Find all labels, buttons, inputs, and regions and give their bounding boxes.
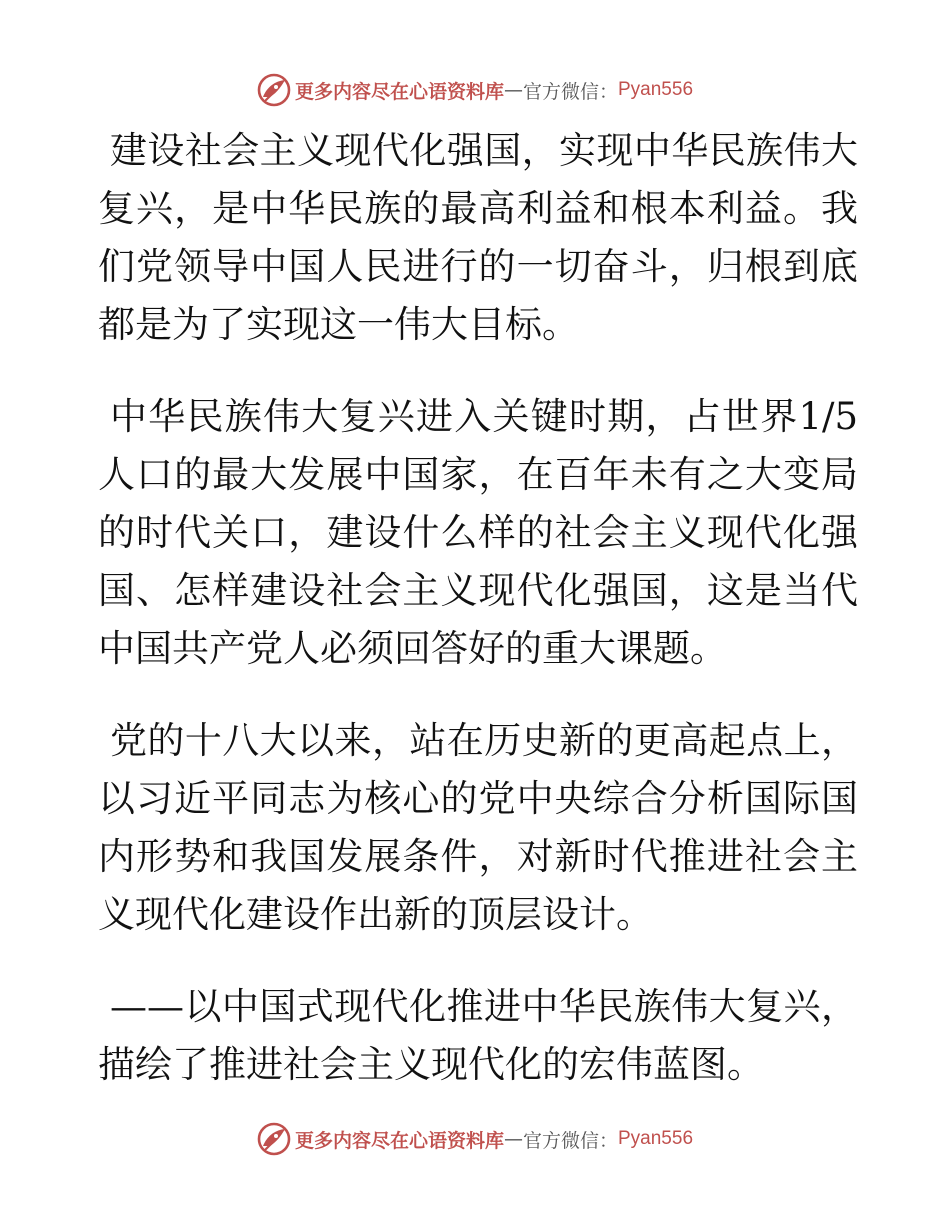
paragraph-2: 中华民族伟大复兴进入关键时期，占世界1/5人口的最大发展中国家，在百年未有之大变局的时代关口，建设什么样的社会主义现代化强国、怎样建设社会主义现代化强国，这是当代中国共产党人必须回答好的重大课题。 <box>98 395 858 670</box>
document-body <box>98 122 858 1128</box>
header-wechat-id: Pyan556 <box>618 79 694 100</box>
paragraph-4: ——以中国式现代化推进中华民族伟大复兴，描绘了推进社会主义现代化的宏伟蓝图。 <box>98 985 858 1086</box>
header-banner <box>0 72 950 108</box>
paragraph-1: 建设社会主义现代化强国，实现中华民族伟大复兴，是中华民族的最高利益和根本利益。我们党领导中国人民进行的一切奋斗，归根到底都是为了实现这一伟大目标。 <box>98 129 858 346</box>
footer-banner-text: 更多内容尽在心语资料库 <box>294 1129 504 1152</box>
header-separator: — <box>503 79 523 101</box>
paragraph-3: 党的十八大以来，站在历史新的更高起点上，以习近平同志为核心的党中央综合分析国际国内形势和我国发展条件，对新时代推进社会主义现代化建设作出新的顶层设计。 <box>98 719 858 936</box>
fountain-pen-nib-icon <box>257 73 291 107</box>
header-wechat-label: 官方微信： <box>522 80 618 103</box>
header-banner-text: 更多内容尽在心语资料库 <box>294 80 504 103</box>
footer-wechat-id: Pyan556 <box>618 1128 694 1149</box>
footer-separator: — <box>503 1128 523 1150</box>
footer-wechat-label: 官方微信： <box>522 1129 618 1152</box>
footer-banner <box>0 1121 950 1157</box>
fountain-pen-nib-icon <box>257 1122 291 1156</box>
